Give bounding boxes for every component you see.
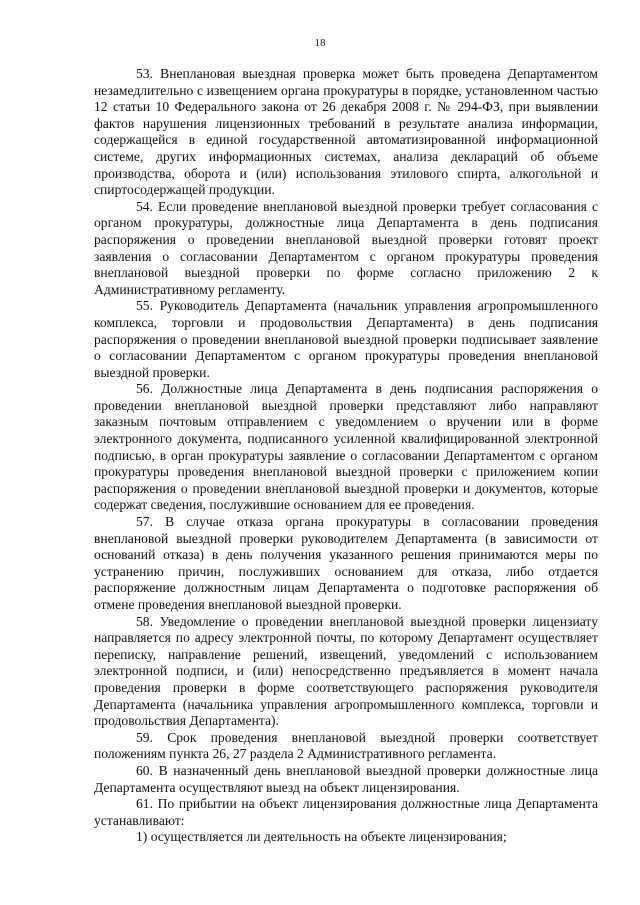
paragraph-57: 57. В случае отказа органа прокуратуры в согласовании проведения внеплановой выездной проверки руководителем Департамента (в зависимости от оснований отказа) в день получения указанного решения принимаются меры по устранению причин, послуживших основанием для отказа, либо отдается распоряжение должностным лицам Департамента о подготовке распоряжения об отмене проведения внеплановой выездной проверки. — [94, 514, 598, 612]
paragraph-54: 54. Если проведение внеплановой выездной проверки требует согласования с органом прокуратуры, должностные лица Департамента в день подписания распоряжения о проведении внеплановой выездной проверки готовят проект заявления о согласовании Департаментом с органом прокуратуры проведения внеплановой выездной проверки по форме согласно приложению 2 к Административному регламенту. — [94, 198, 598, 297]
paragraph-60: 60. В назначенный день внеплановой выездной проверки должностные лица Департамента осуществляют выезд на объект лицензирования. — [94, 762, 598, 795]
document-body — [94, 66, 598, 846]
page-number: 18 — [314, 37, 326, 49]
paragraph-59: 59. Срок проведения внеплановой выездной проверки соответствует положениям пункта 26, 27 раздела 2 Административного регламента. — [94, 729, 598, 762]
list-item-61-1: 1) осуществляется ли деятельность на объекте лицензирования; — [136, 829, 507, 845]
paragraph-58: 58. Уведомление о проведении внеплановой выездной проверки лицензиату направляется по адресу электронной почты, по которому Департамент осуществляет переписку, направление решений, извещений, уведомлений с использованием электронной подписи, и (или) непосредственно предъявляется в момент начала проведения проверки в форме соответствующего распоряжения руководителя Департамента (начальника управления агропромышленного комплекса, торговли и продовольствия Департамента). — [94, 613, 598, 729]
paragraph-61: 61. По прибытии на объект лицензирования должностные лица Департамента устанавливают: — [94, 796, 598, 828]
paragraph-56: 56. Должностные лица Департамента в день подписания распоряжения о проведении внеплановой выездной проверки представляют либо направляют заказным почтовым отправлением с уведомлением о вручении или в форме электронного документа, подписанного усиленной квалифицированной электронной подписью, в орган прокуратуры заявление о согласовании Департаментом с органом прокуратуры проведения внеплановой выездной проверки с приложением копии распоряжения о проведении внеплановой выездной проверки и документов, которые содержат сведения, послужившие основанием для ее проведения. — [94, 381, 598, 513]
paragraph-55: 55. Руководитель Департамента (начальник управления агропромышленного комплекса, торговли и продовольствия Департамента) в день подписания распоряжения о проведении внеплановой выездной проверки подписывает заявление о согласовании Департаментом с органом прокуратуры проведения внеплановой выездной проверки. — [94, 298, 598, 380]
paragraph-53: 53. Внеплановая выездная проверка может быть проведена Департаментом незамедлительно с извещением органа прокуратуры в порядке, установленном частью 12 статьи 10 Федерального закона от 26 декабря 2008 г. № 294-ФЗ, при выявлении фактов нарушения лицензионных требований в результате анализа информации, содержащейся в единой государственной автоматизированной информационной системе, других информационных системах, анализа деклараций об объеме производства, оборота и (или) использования этилового спирта, алкогольной и спиртосодержащей продукции. — [94, 66, 598, 198]
